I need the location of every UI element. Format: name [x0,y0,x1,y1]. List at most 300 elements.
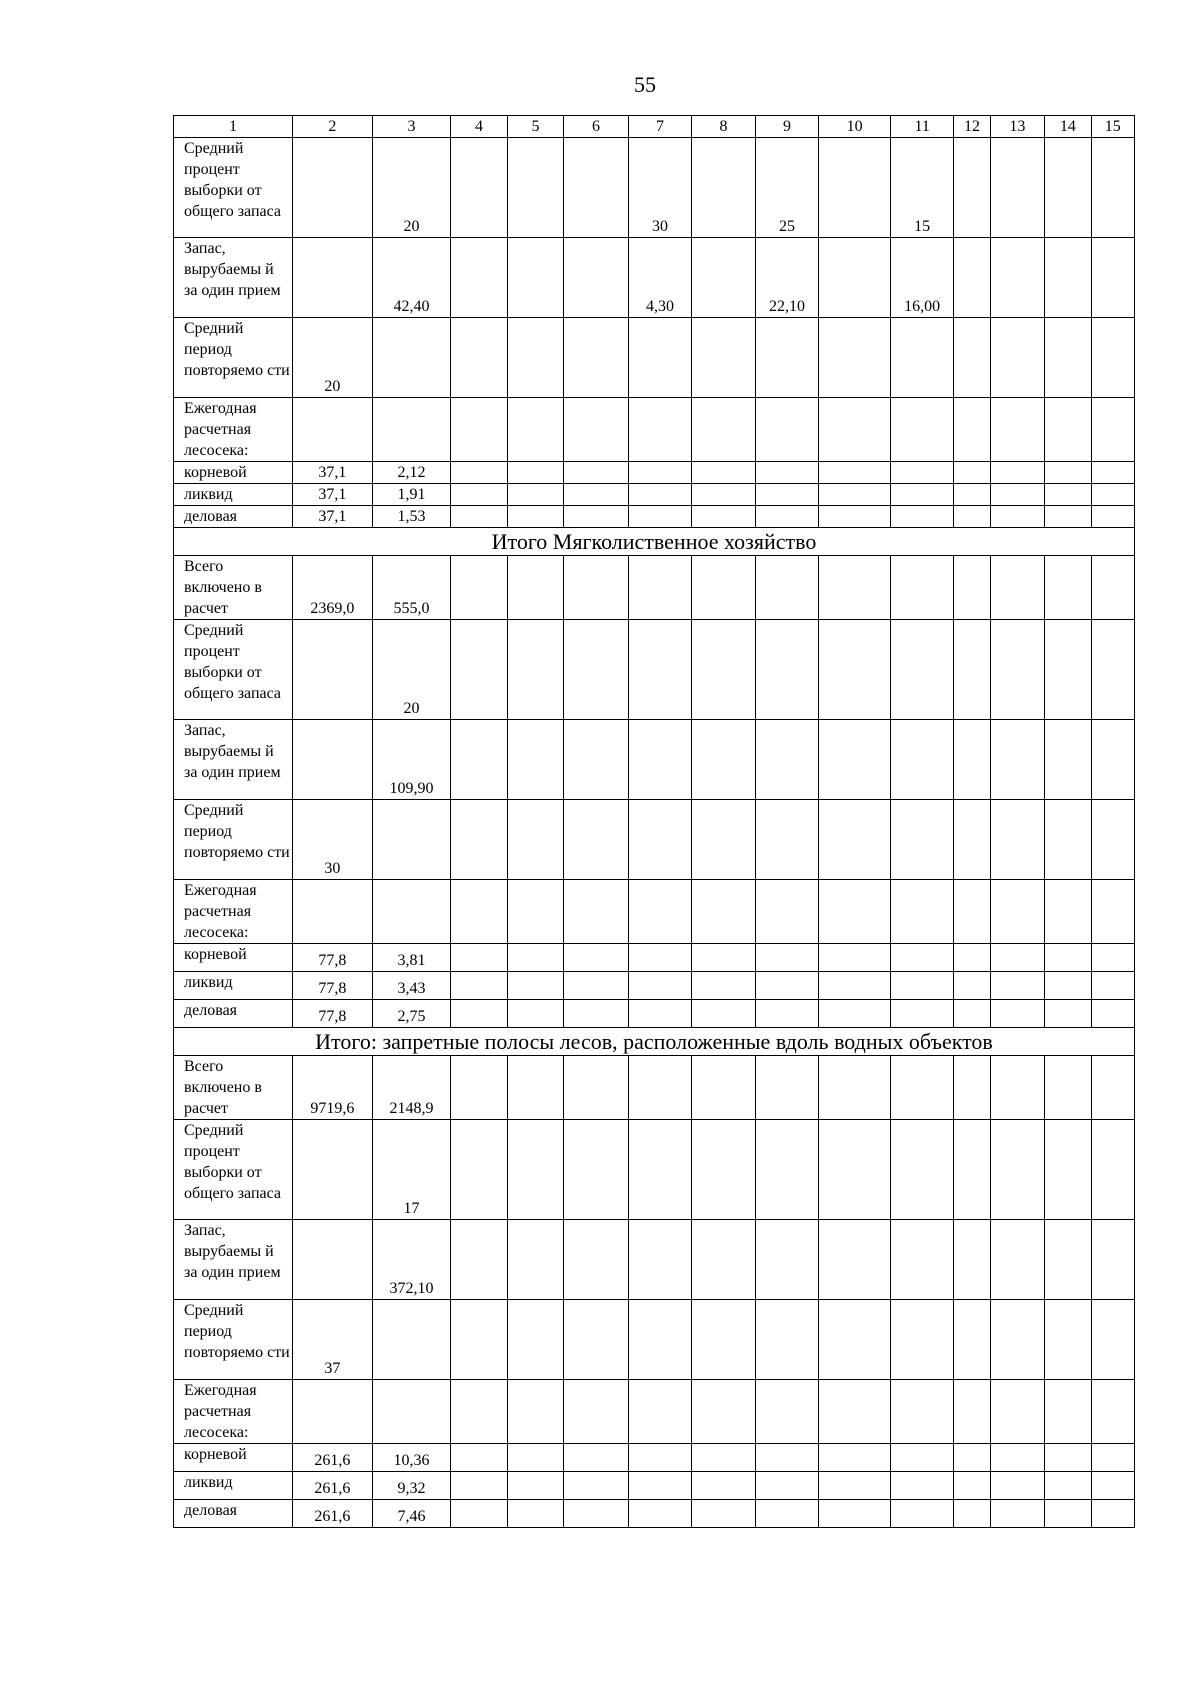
table-cell [890,1120,954,1220]
table-cell [819,484,891,506]
table-cell [1045,238,1091,318]
table-cell [1091,1380,1134,1444]
table-cell [628,800,692,880]
table-cell [451,1380,507,1444]
table-cell [292,238,372,318]
table-cell: 77,8 [292,972,372,1000]
table-cell [507,318,563,398]
table-cell [692,1472,756,1500]
table-cell [819,1500,891,1528]
table-cell [954,556,990,620]
table-cell [954,238,990,318]
table-cell [1091,1056,1134,1120]
table-cell [451,720,507,800]
table-cell [451,138,507,238]
table-cell [954,1000,990,1028]
table-cell [990,1120,1044,1220]
table-cell [692,398,756,462]
row-label: ликвид [174,972,293,1000]
column-header: 11 [890,116,954,138]
table-cell [755,1444,819,1472]
table-cell [372,880,451,944]
table-cell [564,506,629,528]
table-cell [990,1380,1044,1444]
table-cell [507,462,563,484]
table-cell [990,484,1044,506]
column-header: 9 [755,116,819,138]
table-cell [564,1000,629,1028]
table-cell [1045,138,1091,238]
table-cell [628,1120,692,1220]
table-cell [755,1220,819,1300]
table-cell [819,1000,891,1028]
table-cell [564,880,629,944]
table-cell [507,398,563,462]
table-cell: 261,6 [292,1472,372,1500]
table-cell: 17 [372,1120,451,1220]
table-cell [954,620,990,720]
table-cell [890,620,954,720]
table-cell: 555,0 [372,556,451,620]
table-cell [692,556,756,620]
table-cell [1091,1500,1134,1528]
table-cell [692,1000,756,1028]
row-label: Средний процент выборки от общего запаса [174,138,293,238]
table-cell [1091,1472,1134,1500]
table-row [174,1444,1135,1472]
table-cell [628,1056,692,1120]
table-cell: 3,81 [372,944,451,972]
table-cell [755,506,819,528]
table-cell [628,1300,692,1380]
row-label: Средний период повторяемо сти [174,800,293,880]
table-cell [692,238,756,318]
table-cell: 2148,9 [372,1056,451,1120]
table-cell [1045,556,1091,620]
table-cell: 1,91 [372,484,451,506]
table-cell [954,138,990,238]
table-cell [954,484,990,506]
table-cell [292,398,372,462]
table-cell [755,1472,819,1500]
table-cell [819,506,891,528]
table-cell [292,138,372,238]
table-cell: 9719,6 [292,1056,372,1120]
table-cell [1091,800,1134,880]
table-cell [954,1300,990,1380]
table-cell [628,462,692,484]
table-cell: 20 [372,138,451,238]
table-cell [990,238,1044,318]
table-cell [1091,1120,1134,1220]
table-cell [890,1472,954,1500]
table-cell [954,944,990,972]
table-cell [1045,880,1091,944]
table-cell [954,800,990,880]
table-cell [628,484,692,506]
table-cell [890,1220,954,1300]
table-cell [451,1500,507,1528]
table-cell [692,1500,756,1528]
table-cell [954,1444,990,1472]
table-cell [1045,944,1091,972]
table-cell [819,1300,891,1380]
table-cell [372,398,451,462]
table-cell [564,720,629,800]
table-cell [755,800,819,880]
table-cell [1045,1472,1091,1500]
table-cell [628,398,692,462]
table-cell: 42,40 [372,238,451,318]
table-cell [564,484,629,506]
table-cell [1091,484,1134,506]
table-cell [1045,1220,1091,1300]
table-cell [954,398,990,462]
row-label: корневой [174,944,293,972]
table-cell: 3,43 [372,972,451,1000]
table-cell [990,620,1044,720]
table-cell [755,972,819,1000]
table-cell [564,1472,629,1500]
table-cell [890,462,954,484]
table-cell [692,484,756,506]
table-cell [628,1220,692,1300]
table-cell [1091,944,1134,972]
table-cell [564,620,629,720]
table-cell [990,880,1044,944]
table-cell [890,1380,954,1444]
table-cell [451,1000,507,1028]
table-cell [819,1472,891,1500]
table-cell [507,1500,563,1528]
table-cell [990,462,1044,484]
table-cell [628,1000,692,1028]
table-cell [890,506,954,528]
table-cell: 16,00 [890,238,954,318]
table-cell [890,556,954,620]
row-label: ликвид [174,1472,293,1500]
row-label: Всего включено в расчет [174,556,293,620]
table-cell [819,1120,891,1220]
column-header: 7 [628,116,692,138]
table-cell: 4,30 [628,238,692,318]
table-cell: 2,12 [372,462,451,484]
table-cell [954,720,990,800]
table-row [174,1056,1135,1120]
table-cell [451,1472,507,1500]
table-cell [628,1500,692,1528]
table-cell [451,1120,507,1220]
table-cell [692,800,756,880]
table-cell: 37,1 [292,484,372,506]
table-row [174,238,1135,318]
table-cell [372,1300,451,1380]
table-cell [451,1220,507,1300]
table-cell [890,398,954,462]
column-header: 4 [451,116,507,138]
table-cell [890,800,954,880]
table-cell [507,138,563,238]
table-cell: 30 [628,138,692,238]
table-cell [755,1300,819,1380]
table-cell [755,1500,819,1528]
table-row [174,1120,1135,1220]
table-cell: 9,32 [372,1472,451,1500]
table-cell [890,1444,954,1472]
table-cell [990,944,1044,972]
table-cell [819,1444,891,1472]
table-cell [755,484,819,506]
table-cell [1045,1000,1091,1028]
table-cell [692,1380,756,1444]
table-cell [990,556,1044,620]
table-cell [451,318,507,398]
table-cell [954,1380,990,1444]
row-label: Ежегодная расчетная лесосека: [174,398,293,462]
table-cell [990,398,1044,462]
table-cell [507,880,563,944]
row-label: деловая [174,1000,293,1028]
table-cell [1045,1500,1091,1528]
table-cell [819,1380,891,1444]
table-cell [1091,972,1134,1000]
table-cell [990,1220,1044,1300]
table-cell [628,880,692,944]
table-cell [890,944,954,972]
table-cell [990,318,1044,398]
table-cell [755,462,819,484]
table-cell [990,972,1044,1000]
column-header: 15 [1091,116,1134,138]
table-cell [954,1500,990,1528]
table-cell [890,484,954,506]
table-cell [755,1056,819,1120]
table-cell: 22,10 [755,238,819,318]
table-cell: 37 [292,1300,372,1380]
table-cell [292,880,372,944]
table-cell [564,238,629,318]
section-row [174,528,1135,556]
table-cell [507,484,563,506]
table-cell [628,318,692,398]
table-cell [1045,972,1091,1000]
table-cell [507,1056,563,1120]
section-title: Итого: запретные полосы лесов, расположенные вдоль водных объектов [174,1028,1135,1056]
row-label: Запас, вырубаемы й за один прием [174,720,293,800]
table-cell [451,1056,507,1120]
table-cell [692,1444,756,1472]
table-cell [819,556,891,620]
table-cell [1091,620,1134,720]
table-cell [692,880,756,944]
table-cell [954,880,990,944]
table-cell [890,880,954,944]
table-cell [1045,620,1091,720]
table-cell [1091,1300,1134,1380]
table-cell [819,720,891,800]
table-cell [292,1120,372,1220]
table-cell [692,1056,756,1120]
table-cell [755,944,819,972]
table-cell [819,620,891,720]
table-cell [990,720,1044,800]
section-title: Итого Мягколиственное хозяйство [174,528,1135,556]
table-cell [564,1500,629,1528]
table-cell: 20 [292,318,372,398]
table-cell [990,1444,1044,1472]
table-row [174,1500,1135,1528]
row-label: деловая [174,506,293,528]
table-cell [819,972,891,1000]
row-label: Средний процент выборки от общего запаса [174,620,293,720]
column-header: 1 [174,116,293,138]
table-cell [755,1120,819,1220]
table-cell: 1,53 [372,506,451,528]
table-cell: 2369,0 [292,556,372,620]
table-cell [692,944,756,972]
row-label: Запас, вырубаемы й за один прием [174,1220,293,1300]
table-cell [451,1444,507,1472]
table-cell [564,944,629,972]
table-cell [564,800,629,880]
table-cell: 25 [755,138,819,238]
table-row [174,462,1135,484]
table-cell [628,720,692,800]
table-cell [564,1444,629,1472]
table-row [174,1000,1135,1028]
table-cell [507,556,563,620]
table-cell [451,1300,507,1380]
table-cell [890,720,954,800]
table-row [174,944,1135,972]
table-cell [755,318,819,398]
table-cell [692,1220,756,1300]
table-row [174,398,1135,462]
table-cell [628,944,692,972]
table-cell [990,506,1044,528]
table-cell: 20 [372,620,451,720]
column-header: 3 [372,116,451,138]
table-cell [1045,1380,1091,1444]
table-cell [890,1500,954,1528]
table-cell [451,944,507,972]
table-cell [1045,484,1091,506]
table-cell: 30 [292,800,372,880]
table-cell [692,138,756,238]
table-cell [564,556,629,620]
table-cell [451,880,507,944]
table-cell [1045,1120,1091,1220]
column-header-row [174,116,1135,138]
table-cell [507,238,563,318]
table-cell [692,1300,756,1380]
table-cell [564,1120,629,1220]
table-cell [755,1000,819,1028]
table-cell [451,972,507,1000]
table-cell [507,720,563,800]
table-cell [692,972,756,1000]
table-cell [507,972,563,1000]
table-cell [451,556,507,620]
table-cell [1045,1056,1091,1120]
table-cell [1091,880,1134,944]
table-cell [1045,318,1091,398]
table-cell [954,506,990,528]
table-cell [451,238,507,318]
page-number: 55 [634,72,656,97]
table-cell [1045,1444,1091,1472]
table-cell [628,620,692,720]
table-cell [1091,720,1134,800]
table-cell [1045,398,1091,462]
table-cell [564,1056,629,1120]
row-label: Ежегодная расчетная лесосека: [174,880,293,944]
table-cell [451,620,507,720]
table-row [174,1220,1135,1300]
table-cell [954,1472,990,1500]
row-label: корневой [174,1444,293,1472]
table-cell [451,462,507,484]
row-label: деловая [174,1500,293,1528]
table-cell [755,880,819,944]
row-label: Ежегодная расчетная лесосека: [174,1380,293,1444]
table-row [174,620,1135,720]
table-cell [954,1220,990,1300]
table-cell [564,972,629,1000]
table-cell [507,1472,563,1500]
table-cell [1091,506,1134,528]
table-cell [890,1000,954,1028]
table-cell: 2,75 [372,1000,451,1028]
column-header: 6 [564,116,629,138]
table-cell: 37,1 [292,506,372,528]
table-row [174,720,1135,800]
table-cell [819,1056,891,1120]
table-cell [564,1220,629,1300]
table-cell [819,800,891,880]
row-label: Запас, вырубаемы й за один прием [174,238,293,318]
table-cell [564,138,629,238]
table-cell [692,620,756,720]
table-cell [819,944,891,972]
forest-calculation-table [173,115,1135,1528]
row-label: Средний период повторяемо сти [174,1300,293,1380]
table-cell [292,1380,372,1444]
table-cell [692,318,756,398]
table-cell [564,1380,629,1444]
table-cell [507,800,563,880]
table-cell: 261,6 [292,1500,372,1528]
table-row [174,138,1135,238]
table-cell [755,620,819,720]
table-row [174,880,1135,944]
table-cell [990,138,1044,238]
table-cell [372,1380,451,1444]
table-cell [628,972,692,1000]
table-cell [1045,1300,1091,1380]
table-cell [692,506,756,528]
table-row [174,800,1135,880]
column-header: 13 [990,116,1044,138]
table-cell [954,972,990,1000]
table-cell [1045,800,1091,880]
table-cell [628,556,692,620]
column-header: 14 [1045,116,1091,138]
table-cell [890,1300,954,1380]
table-cell [1091,318,1134,398]
table-cell [890,1056,954,1120]
table-cell [755,398,819,462]
